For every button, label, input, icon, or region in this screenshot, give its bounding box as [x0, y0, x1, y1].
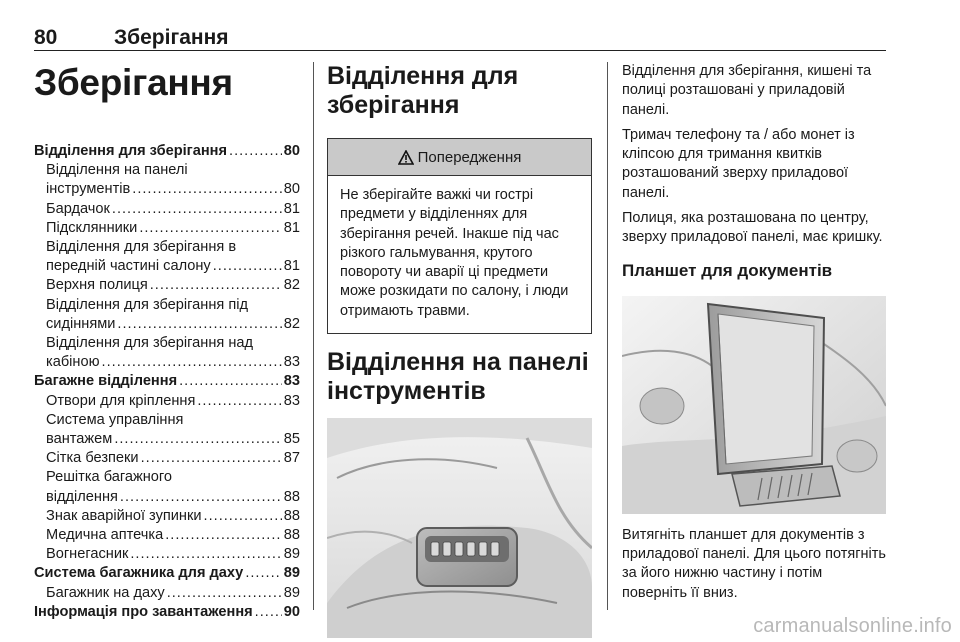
table-of-contents: [34, 142, 300, 622]
toc-page-number: 88: [283, 488, 300, 505]
toc-page-number: 81: [283, 219, 300, 236]
toc-entry[interactable]: [34, 430, 300, 449]
toc-entry-title: Підсклянники: [46, 219, 138, 236]
toc-entry[interactable]: [34, 449, 300, 468]
toc-page-number: 87: [283, 450, 300, 467]
toc-page-number: 89: [283, 565, 300, 582]
toc-entry[interactable]: [34, 488, 300, 507]
toc-entry[interactable]: [34, 372, 300, 391]
paragraph: Полиця, яка розташована по центру, зверху приладової панелі, має кришку.: [622, 210, 883, 246]
toc-entry-title: інструментів: [46, 181, 131, 198]
toc-entry-title: вантажем: [46, 431, 113, 448]
instrument-panel-illustration: [327, 418, 592, 638]
toc-page-number: 90: [283, 603, 300, 620]
toc-leader-dots: [167, 584, 282, 603]
toc-leader-dots: [255, 603, 282, 622]
toc-page-number: 89: [283, 546, 300, 563]
toc-page-number: 82: [283, 315, 300, 332]
toc-leader-dots: [139, 219, 281, 238]
chapter-title: Зберігання: [34, 62, 233, 103]
toc-entry-title: Багажне відділення: [34, 373, 178, 390]
section-heading: Відділення для зберігання: [327, 62, 519, 119]
page-number: 80: [34, 26, 58, 49]
toc-entry[interactable]: [34, 507, 300, 526]
right-column: [622, 62, 886, 609]
toc-leader-dots: [120, 488, 282, 507]
toc-entry[interactable]: [34, 257, 300, 276]
toc-leader-dots: [117, 315, 281, 334]
toc-entry[interactable]: [34, 315, 300, 334]
toc-leader-dots: [229, 142, 282, 161]
subsection-heading: Відділення на панелі інструментів: [327, 348, 589, 406]
toc-entry-line: Відділення для зберігання в: [46, 239, 237, 256]
toc-entry[interactable]: [34, 603, 300, 622]
paragraph: Відділення для зберігання, кишені та полиці розташовані у приладовій панелі.: [622, 63, 872, 118]
toc-entry-line: Відділення для зберігання над: [46, 335, 254, 352]
toc-entry[interactable]: [34, 219, 300, 238]
section-heading: Планшет для документів: [622, 260, 833, 280]
toc-page-number: 82: [283, 277, 300, 294]
toc-entry-title: кабіною: [46, 354, 100, 371]
running-title: Зберігання: [114, 26, 229, 49]
toc-page-number: 80: [283, 143, 300, 159]
toc-leader-dots: [112, 200, 282, 219]
toc-leader-dots: [150, 276, 282, 295]
column-divider: [607, 62, 608, 610]
toc-entry-title: Сітка безпеки: [46, 450, 139, 467]
warning-box: [327, 138, 592, 334]
toc-entry-line: Решітка багажного: [46, 469, 173, 486]
page-header: [34, 22, 886, 52]
toc-entry[interactable]: [34, 142, 300, 161]
toc-page-number: 81: [283, 200, 300, 217]
toc-leader-dots: [130, 545, 281, 564]
toc-page-number: 80: [283, 181, 300, 198]
toc-page-number: 83: [283, 373, 300, 390]
toc-entry-title: Знак аварійної зупинки: [46, 507, 202, 524]
toc-entry-line: Відділення для зберігання під: [46, 296, 248, 313]
toc-entry[interactable]: [34, 545, 300, 564]
toc-leader-dots: [102, 353, 282, 372]
toc-page-number: 88: [283, 527, 300, 544]
document-holder-illustration: [622, 296, 886, 514]
toc-page-number: 83: [283, 392, 300, 409]
toc-entry-title: Медична аптечка: [46, 527, 164, 544]
toc-leader-dots: [132, 180, 282, 199]
toc-leader-dots: [204, 507, 282, 526]
toc-entry-title: сидіннями: [46, 315, 116, 332]
toc-page-number: 89: [283, 584, 300, 601]
toc-entry-title: Система багажника для даху: [34, 565, 244, 582]
toc-entry-line: Відділення на панелі: [46, 162, 188, 179]
toc-entry[interactable]: [34, 526, 300, 545]
warning-title: Попередження: [417, 148, 522, 166]
toc-entry-title: Багажник на даху: [46, 584, 165, 601]
toc-entry-title: Бардачок: [46, 200, 110, 217]
toc-entry-title: Інформація про завантаження: [34, 603, 253, 620]
toc-leader-dots: [141, 449, 282, 468]
toc-page-number: 88: [283, 507, 300, 524]
toc-entry-title: Відділення для зберігання: [34, 143, 228, 159]
toc-page-number: 83: [283, 354, 300, 371]
toc-entry-title: Вогнегасник: [46, 546, 129, 563]
toc-entry[interactable]: [34, 564, 300, 583]
toc-page-number: 81: [283, 258, 300, 275]
warning-icon: [398, 150, 414, 165]
toc-entry-title: Отвори для кріплення: [46, 392, 196, 409]
toc-leader-dots: [245, 564, 281, 583]
toc-entry[interactable]: [34, 353, 300, 372]
toc-leader-dots: [165, 526, 282, 545]
toc-entry[interactable]: [34, 276, 300, 295]
toc-entry-title: відділення: [46, 488, 118, 505]
toc-leader-dots: [213, 257, 282, 276]
toc-leader-dots: [114, 430, 281, 449]
toc-leader-dots: [179, 372, 282, 391]
toc-page-number: 85: [283, 431, 300, 448]
watermark: carmanualsonline.info: [753, 615, 952, 637]
toc-entry-title: Верхня полиця: [46, 277, 148, 294]
middle-column: [327, 62, 592, 638]
toc-entry[interactable]: [34, 584, 300, 603]
paragraph: Витягніть планшет для документів з приладової панелі. Для цього потягніть за його нижню частину і потім поверніть її вниз.: [622, 526, 886, 601]
toc-entry[interactable]: [34, 200, 300, 219]
toc-entry[interactable]: [34, 392, 300, 411]
warning-header: [328, 139, 591, 176]
toc-entry-title: передній частині салону: [46, 258, 211, 275]
toc-entry-line: Система управління: [46, 411, 184, 428]
header-rule: [34, 50, 886, 51]
paragraph: Тримач телефону та / або монет із кліпсою для тримання квитків розташований зверху приладової панелі.: [622, 126, 855, 201]
toc-leader-dots: [197, 392, 281, 411]
toc-entry[interactable]: [34, 180, 300, 199]
column-divider: [313, 62, 314, 610]
warning-text: Не зберігайте важкі чи гострі предмети у відділеннях для зберігання речей. Інакше під час різкого гальмування, крутого повороту чи аварії ці предмети може розкидати по салону, і люди отримають травми.: [340, 187, 569, 319]
left-column: [34, 62, 300, 622]
